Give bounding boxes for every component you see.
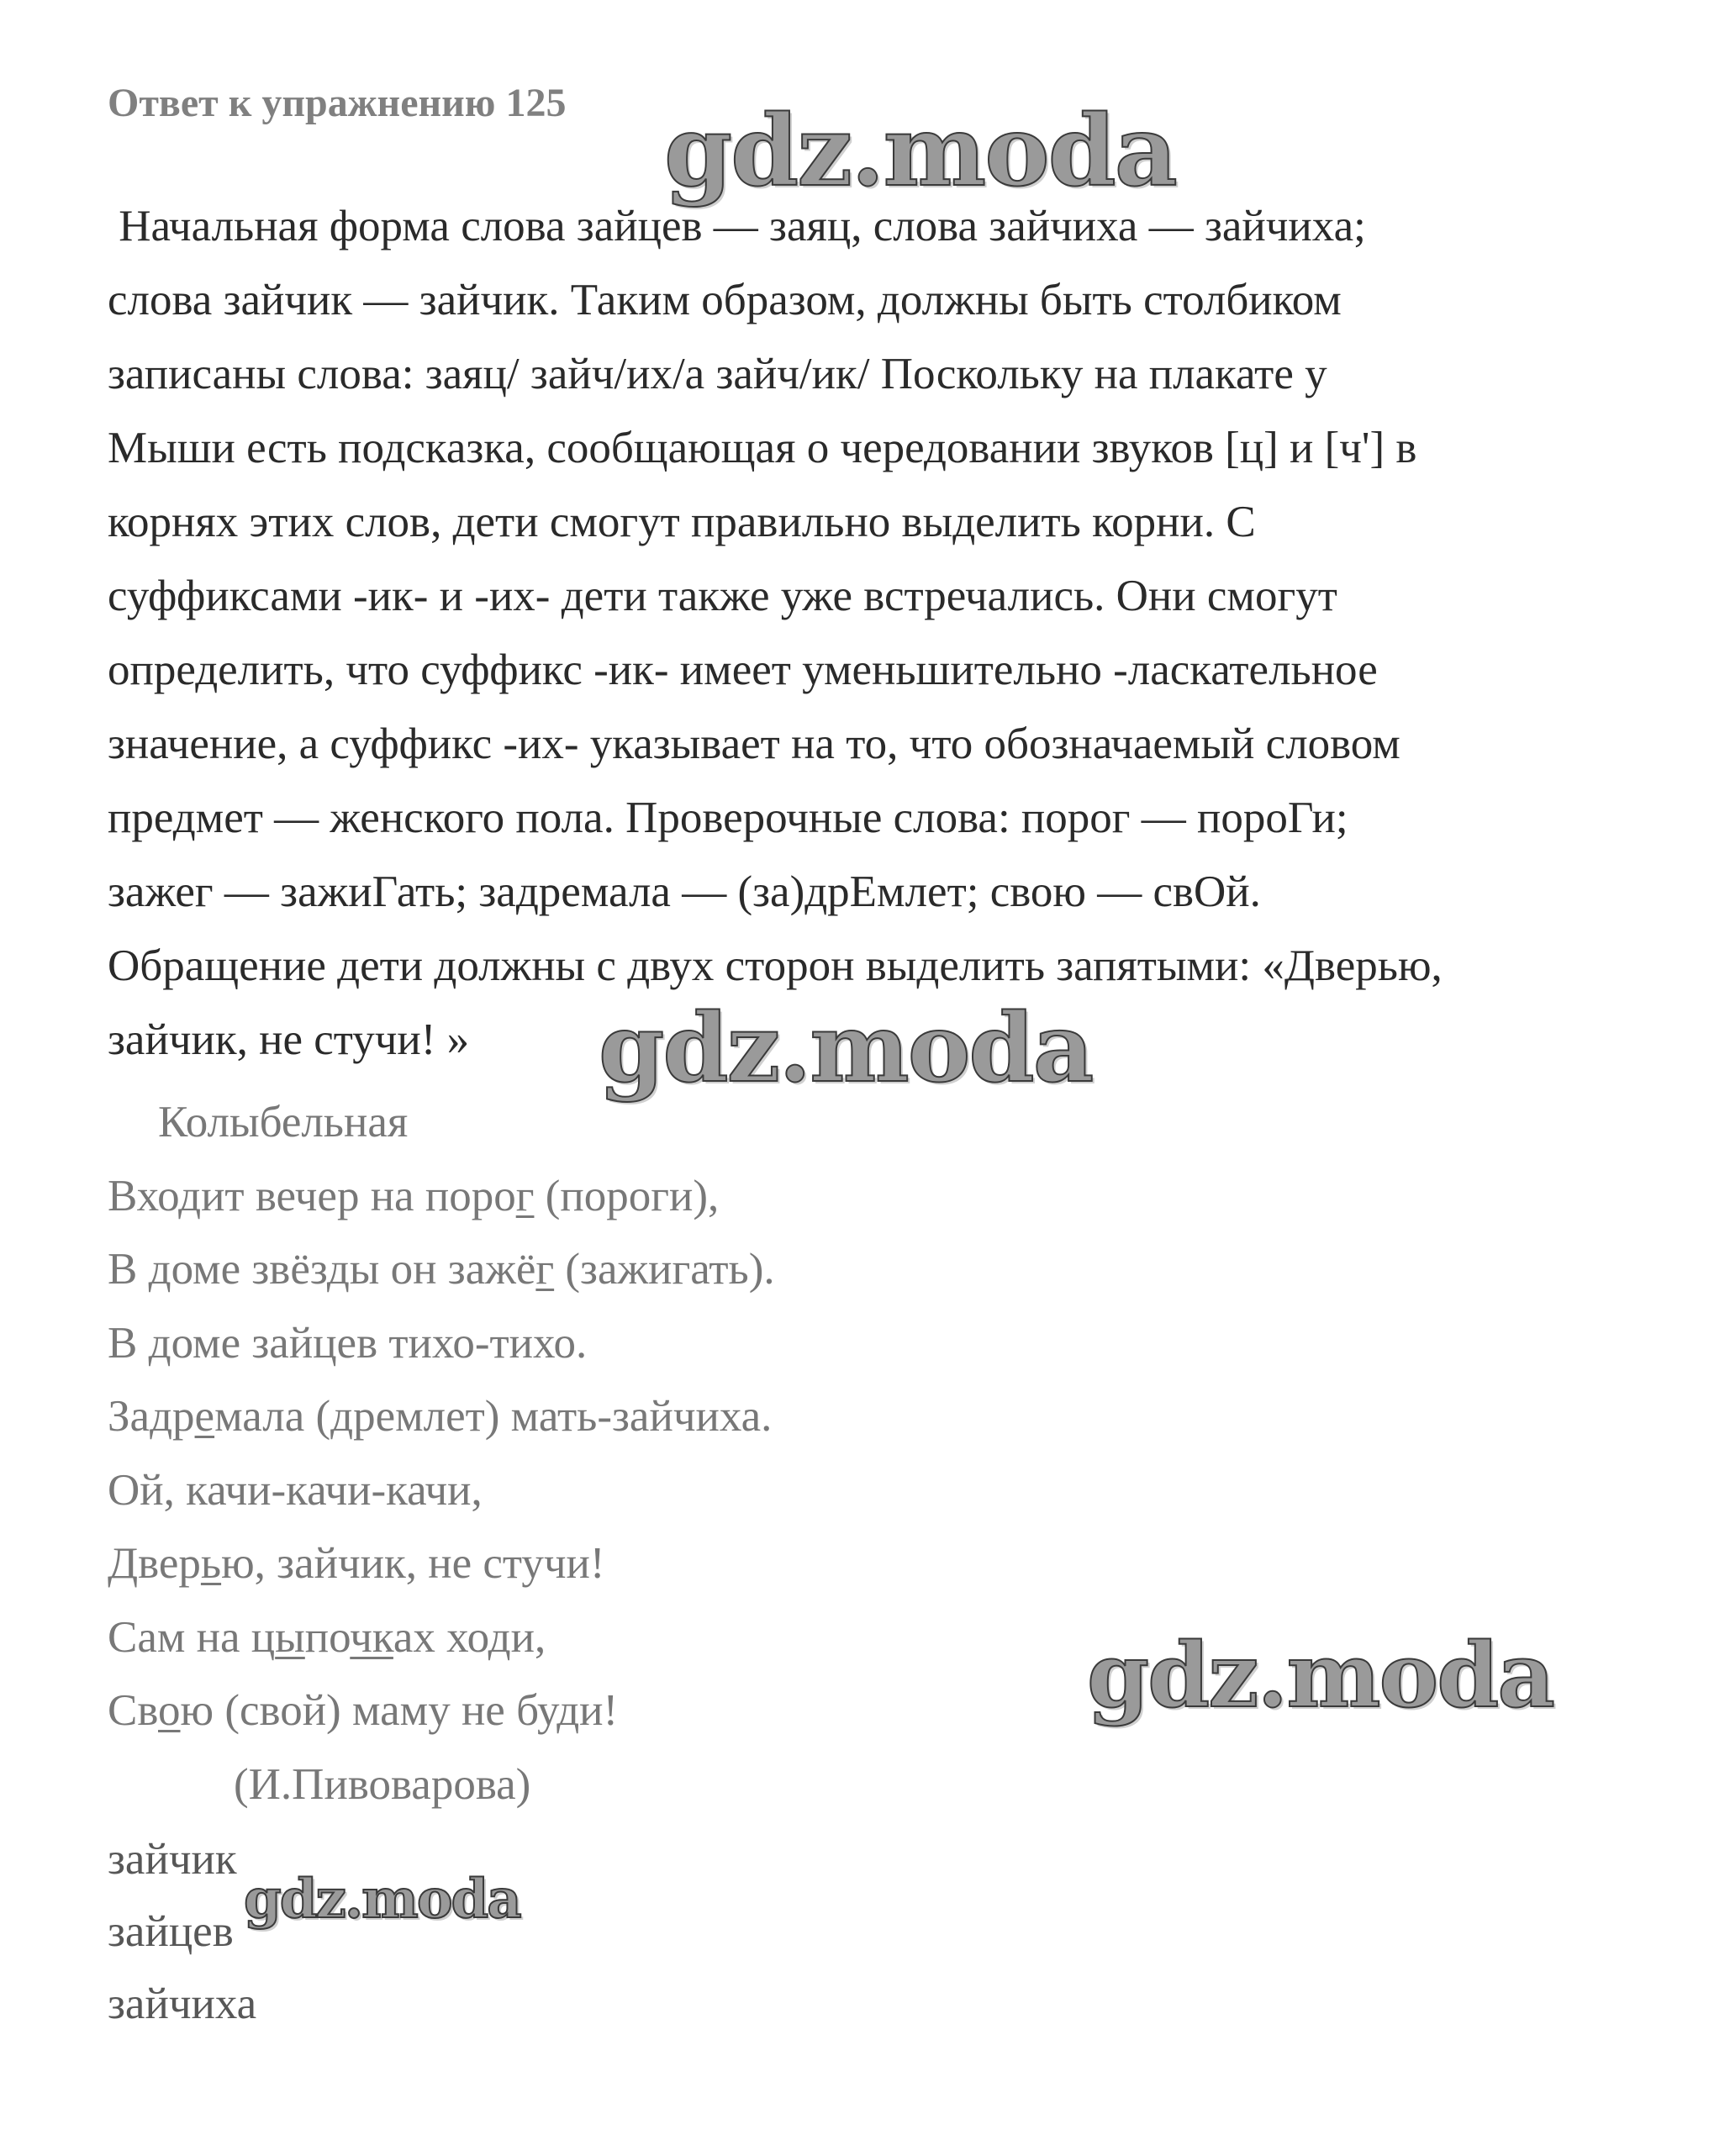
underlined-letter: г xyxy=(535,1245,555,1294)
paragraph-line: Обращение дети должны с двух сторон выделить запятыми: «Дверью, xyxy=(108,941,1443,990)
paragraph-line: зажег — зажиГать; задремала — (за)дрЕмлет; свою — свОй. xyxy=(108,867,1261,916)
poem-author: (И.Пивоварова) xyxy=(234,1759,531,1809)
watermark-logo: gdz.moda xyxy=(1087,1622,1553,1727)
poem-line xyxy=(108,1674,775,1748)
poem-line xyxy=(108,1233,775,1307)
word-item: зайцев xyxy=(108,1907,234,1956)
poem-line: Ой, качи-качи-качи, xyxy=(108,1465,483,1515)
underlined-letter: ы xyxy=(275,1612,305,1662)
word-item: зайчиха xyxy=(108,1979,257,2028)
paragraph-line: записаны слова: заяц/ зайч/их/а зайч/ик/ Поскольку на плакате у xyxy=(108,350,1327,398)
watermark-logo: gdz.moda xyxy=(599,994,1093,1104)
poem-text: Двер xyxy=(108,1539,201,1588)
poem-line xyxy=(108,1527,775,1601)
word-column xyxy=(108,1823,256,2040)
poem-text: (зажигать). xyxy=(554,1245,775,1294)
paragraph-line: предмет — женского пола. Проверочные слова: порог — пороГи; xyxy=(108,793,1348,842)
poem-text: (пороги), xyxy=(534,1171,720,1220)
poem-text: Входит вечер на поро xyxy=(108,1171,516,1220)
page-title: Ответ к упражнению 125 xyxy=(108,81,567,125)
poem-text: ю (свой) маму не буди! xyxy=(180,1686,619,1735)
poem xyxy=(108,1086,775,1821)
poem-line xyxy=(108,1380,775,1454)
watermark-logo: gdz.moda xyxy=(664,94,1176,208)
poem-title: Колыбельная xyxy=(158,1098,409,1147)
poem-line: В доме зайцев тихо-тихо. xyxy=(108,1318,588,1368)
paragraph-line: Начальная форма слова зайцев — заяц, слова зайчиха — зайчиха; xyxy=(108,202,1366,250)
poem-text: ах ходи, xyxy=(393,1612,546,1662)
paragraph-line: значение, а суффикс -их- указывает на то, что обозначаемый словом xyxy=(108,720,1400,768)
paragraph-line: определить, что суффикс -ик- имеет уменьшительно -ласкательное xyxy=(108,646,1378,694)
underlined-letter: е xyxy=(194,1392,215,1441)
underlined-letter: чк xyxy=(350,1612,393,1662)
paragraph-line: слова зайчик — зайчик. Таким образом, должны быть столбиком xyxy=(108,276,1342,324)
paragraph-line: суффиксами -ик- и -их- дети также уже встречались. Они смогут xyxy=(108,572,1337,620)
paragraph-line: зайчик, не стучи! » xyxy=(108,1015,470,1064)
paragraph-line: корнях этих слов, дети смогут правильно выделить корни. С xyxy=(108,498,1256,546)
poem-text: В доме звёзды он зажё xyxy=(108,1245,536,1294)
paragraph-line: Мыши есть подсказка, сообщающая о чередовании звуков [ц] и [ч'] в xyxy=(108,424,1417,472)
poem-text: мала (дремлет) мать-зайчиха. xyxy=(214,1392,773,1441)
word-item: зайчик xyxy=(108,1835,237,1884)
poem-text: Сам на ц xyxy=(108,1612,276,1662)
underlined-letter: о xyxy=(158,1686,181,1735)
underlined-letter: г xyxy=(515,1171,535,1220)
poem-text: Задр xyxy=(108,1392,195,1441)
poem-line xyxy=(108,1601,775,1675)
underlined-letter: ь xyxy=(200,1539,222,1588)
poem-text: Св xyxy=(108,1686,159,1735)
watermark-logo: gdz.moda xyxy=(244,1868,520,1931)
poem-text: ю, зайчик, не стучи! xyxy=(221,1539,605,1588)
answer-paragraph xyxy=(108,189,1612,1077)
poem-line xyxy=(108,1160,775,1234)
poem-text: по xyxy=(304,1612,351,1662)
